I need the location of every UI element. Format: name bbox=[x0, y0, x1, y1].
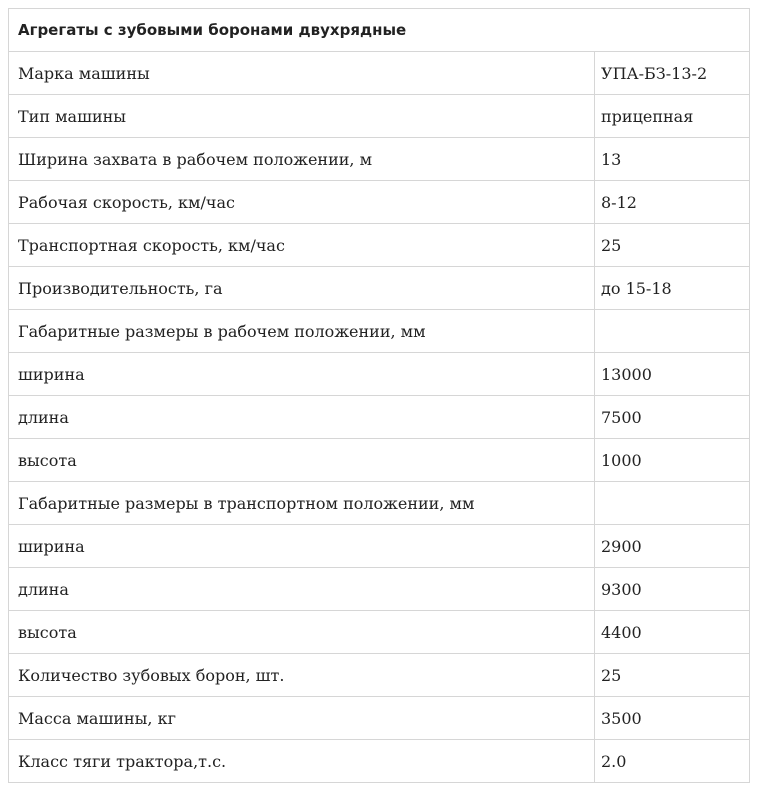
row-label: высота bbox=[9, 611, 595, 654]
row-value: УПА-БЗ-13-2 bbox=[595, 52, 750, 95]
row-value bbox=[595, 310, 750, 353]
row-label: ширина bbox=[9, 525, 595, 568]
table-row bbox=[9, 353, 750, 396]
table-title: Агрегаты с зубовыми боронами двухрядные bbox=[9, 9, 750, 52]
table-row bbox=[9, 482, 750, 525]
row-value: 13 bbox=[595, 138, 750, 181]
row-value: 8-12 bbox=[595, 181, 750, 224]
row-value: 3500 bbox=[595, 697, 750, 740]
table-row bbox=[9, 181, 750, 224]
table-row bbox=[9, 52, 750, 95]
table-row bbox=[9, 267, 750, 310]
row-label: Производительность, га bbox=[9, 267, 595, 310]
row-label: Транспортная скорость, км/час bbox=[9, 224, 595, 267]
table-row bbox=[9, 95, 750, 138]
row-value: прицепная bbox=[595, 95, 750, 138]
row-label: Ширина захвата в рабочем положении, м bbox=[9, 138, 595, 181]
row-label: Габаритные размеры в рабочем положении, мм bbox=[9, 310, 595, 353]
row-value: 25 bbox=[595, 224, 750, 267]
table-header-row bbox=[9, 9, 750, 52]
table-row bbox=[9, 439, 750, 482]
table-row bbox=[9, 525, 750, 568]
row-value: 9300 bbox=[595, 568, 750, 611]
table-row bbox=[9, 138, 750, 181]
row-label: Класс тяги трактора,т.с. bbox=[9, 740, 595, 783]
row-value: 7500 bbox=[595, 396, 750, 439]
specifications-table bbox=[8, 8, 750, 783]
row-label: Рабочая скорость, км/час bbox=[9, 181, 595, 224]
row-label: Габаритные размеры в транспортном положении, мм bbox=[9, 482, 595, 525]
row-label: Марка машины bbox=[9, 52, 595, 95]
table-row bbox=[9, 224, 750, 267]
row-value: 1000 bbox=[595, 439, 750, 482]
row-label: ширина bbox=[9, 353, 595, 396]
table-row bbox=[9, 740, 750, 783]
row-value: 2900 bbox=[595, 525, 750, 568]
row-value: 25 bbox=[595, 654, 750, 697]
row-label: Количество зубовых борон, шт. bbox=[9, 654, 595, 697]
table-row bbox=[9, 396, 750, 439]
table-row bbox=[9, 611, 750, 654]
row-value: до 15-18 bbox=[595, 267, 750, 310]
row-label: длина bbox=[9, 396, 595, 439]
table-row bbox=[9, 654, 750, 697]
row-value: 13000 bbox=[595, 353, 750, 396]
row-label: высота bbox=[9, 439, 595, 482]
row-label: Тип машины bbox=[9, 95, 595, 138]
row-value bbox=[595, 482, 750, 525]
row-label: длина bbox=[9, 568, 595, 611]
table-row bbox=[9, 568, 750, 611]
table-row bbox=[9, 310, 750, 353]
table-row bbox=[9, 697, 750, 740]
row-value: 4400 bbox=[595, 611, 750, 654]
row-label: Масса машины, кг bbox=[9, 697, 595, 740]
row-value: 2.0 bbox=[595, 740, 750, 783]
